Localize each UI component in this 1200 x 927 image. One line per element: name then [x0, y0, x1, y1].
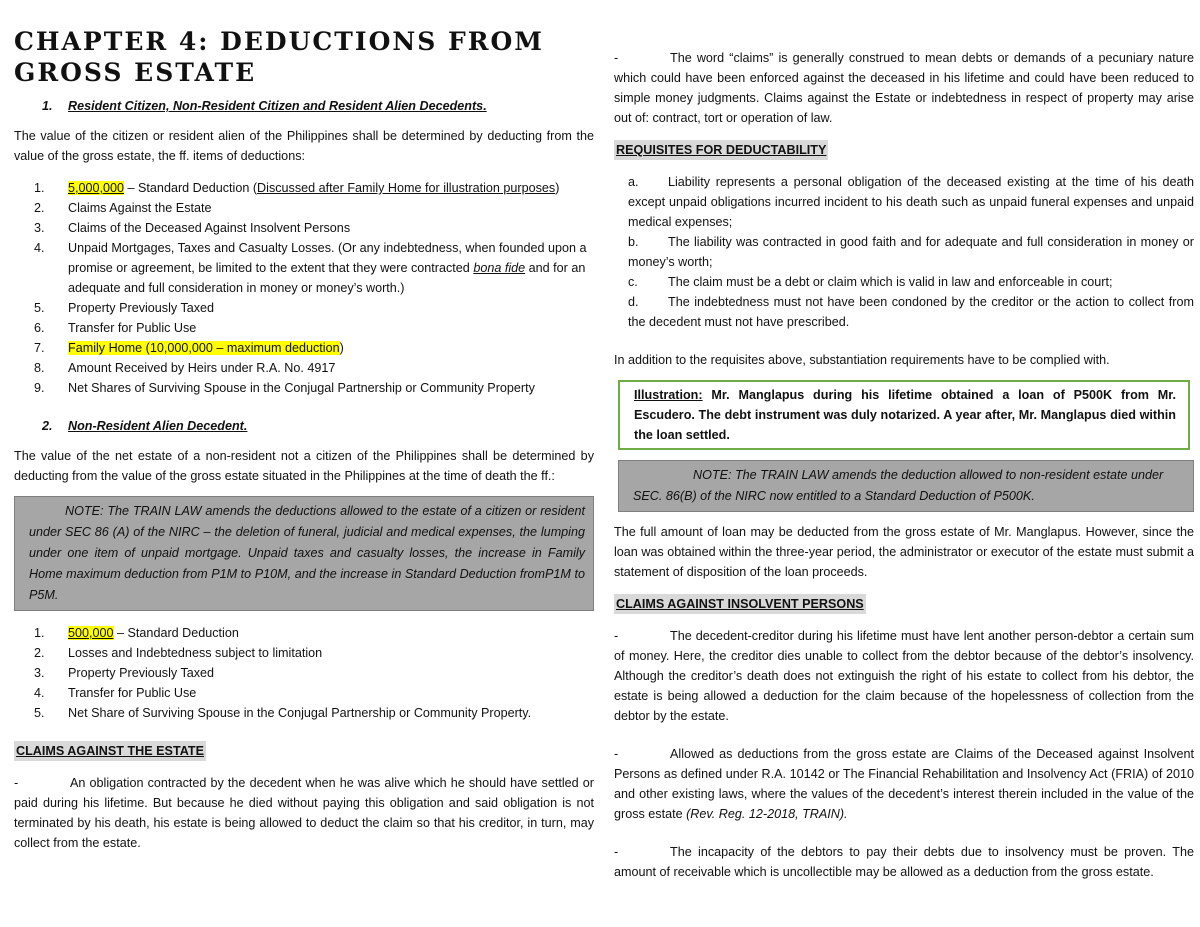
list-item-label: – Standard Deduction	[113, 626, 239, 640]
standard-deduction-amount: 5,000,000	[68, 181, 125, 195]
dash-bullet: -	[614, 629, 619, 643]
full-amount-paragraph: The full amount of loan may be deducted from the gross estate of Mr. Manglapus. However, since the loan was obtained within the three-year period, the administrator or executor of the estate must submit a statement of disposition of the loan proceeds.	[614, 525, 1194, 579]
list-item-number: 8.	[34, 361, 45, 375]
section2-deductions-list	[14, 623, 594, 723]
list-item-text: Property Previously Taxed	[68, 301, 215, 315]
list-item-text	[68, 238, 594, 298]
section2-intro: The value of the net estate of a non-resident not a citizen of the Philippines shall be determined by deducting from the value of the gross estate situated in the Philippines at the time of death the ff.:	[14, 449, 594, 483]
list-item	[628, 272, 1194, 292]
list-item-text: Net Share of Surviving Spouse in the Conjugal Partnership or Community Property.	[68, 706, 532, 720]
train-law-note-box	[14, 496, 594, 611]
section1-deductions-list	[14, 178, 594, 398]
list-item	[14, 218, 594, 238]
section2-number: 2.	[42, 419, 53, 433]
list-item-text: Amount Received by Heirs under R.A. No. 4917	[68, 361, 336, 375]
insolvent-text-3: The incapacity of the debtors to pay their debts due to insolvency must be proven. The amount of receivable which is uncollectible may be allowed as a deduction from the gross estate.	[614, 845, 1194, 879]
section1-number: 1.	[42, 99, 53, 113]
list-item-end: )	[555, 181, 560, 195]
list-item-number: 9.	[34, 381, 45, 395]
claims-paragraph-text: An obligation contracted by the decedent when he was alive which he should have settled or paid during his lifetime. But because he died without paying this obligation and said obligation is not terminated by his death, his estate is being allowed to deduct the claim so that his creditor, in turn, may collect from the estate.	[14, 776, 594, 850]
list-item-text	[68, 178, 594, 198]
dash-bullet: -	[14, 776, 19, 790]
list-item	[14, 358, 594, 378]
list-item-text	[68, 623, 594, 643]
section1-intro: The value of the citizen or resident alien of the Philippines shall be determined by deducting from the value of the gross estate, the ff. items of deductions:	[14, 129, 594, 163]
insolvent-text-1: The decedent-creditor during his lifetime must have lent another person-debtor a certain sum of money. Here, the creditor dies unable to collect from the debtor because of the debtor’s insolvency. Although the creditor’s death does not extinguish the right of his estate to collect from his debtor, the estate is being allowed a deduction for the claim because of the hopelessness of collection from the debtor by the estate.	[614, 629, 1194, 723]
list-item	[14, 238, 594, 298]
list-item-label: Unpaid Mortgages, Taxes and Casualty Losses. (Or any indebtedness, when founded upon a promise or agreement, be limited to the extent that they were contracted	[68, 241, 587, 275]
requisite-text: The indebtedness must not have been condoned by the creditor or the action to collect from the decedent must not have prescribed.	[628, 295, 1194, 329]
list-item	[14, 378, 594, 398]
illustration-label: Illustration:	[634, 388, 703, 402]
section1-heading	[42, 96, 594, 116]
list-item	[14, 178, 594, 198]
list-item-text: Property Previously Taxed	[68, 666, 215, 680]
claims-definition-text: The word “claims” is generally construed to mean debts or demands of a pecuniary nature which could have been enforced against the deceased in his lifetime and could have been reduced to simple money judgments. Claims against the Estate or indebtedness in respect of property may arise out of: contract, tort or operation of law.	[614, 51, 1194, 125]
list-item-number: 4.	[34, 686, 45, 700]
list-item	[14, 663, 594, 683]
list-item	[14, 198, 594, 218]
requisite-letter: d.	[628, 295, 639, 309]
list-item	[14, 338, 594, 358]
section1-heading-text: Resident Citizen, Non-Resident Citizen and Resident Alien Decedents.	[68, 99, 487, 113]
list-item-text: Transfer for Public Use	[68, 321, 197, 335]
list-item	[14, 318, 594, 338]
list-item-number: 2.	[34, 201, 45, 215]
section2-heading	[42, 416, 594, 436]
list-item-number: 4.	[34, 241, 45, 255]
list-item-text: Claims Against the Estate	[68, 201, 212, 215]
list-item-end: )	[339, 341, 344, 355]
dash-bullet: -	[614, 845, 619, 859]
list-item-number: 2.	[34, 646, 45, 660]
requisite-letter: b.	[628, 235, 639, 249]
substantiation-text: In addition to the requisites above, substantiation requirements have to be complied with.	[614, 353, 1110, 367]
train-law-note: NOTE: The TRAIN LAW amends the deductions allowed to the estate of a citizen or resident under SEC 86 (A) of the NIRC – the deletion of funeral, judicial and medical expenses, the lumping under one item of unpaid mortgage. Unpaid taxes and casualty losses, the increase in Family Home maximum deduction from P1M to P10M, and the increase in Standard Deduction fromP1M to P5M.	[29, 504, 585, 602]
list-item-number: 7.	[34, 341, 45, 355]
list-item-number: 1.	[34, 626, 45, 640]
list-item-text	[68, 338, 594, 358]
list-item	[14, 623, 594, 643]
requisite-text: The liability was contracted in good faith and for adequate and full consideration in money or money’s worth;	[628, 235, 1194, 269]
insolvent-paragraph-3	[614, 842, 1194, 882]
dash-bullet: -	[614, 747, 619, 761]
list-item-label: – Standard Deduction (	[124, 181, 258, 195]
insolvent-text-2: Allowed as deductions from the gross estate are Claims of the Deceased against Insolvent Persons as defined under R.A. 10142 or The Financial Rehabilitation and Insolvency Act (FRIA) of 2010 and other existing laws, where the values of the decedent’s interest therein included in the value of the gross estate	[614, 747, 1194, 821]
list-item-number: 6.	[34, 321, 45, 335]
illustration-box	[618, 380, 1190, 450]
claims-definition-paragraph	[614, 48, 1194, 128]
list-item-number: 5.	[34, 706, 45, 720]
insolvent-paragraph-2	[614, 744, 1194, 824]
list-item	[628, 292, 1194, 332]
family-home-highlight: Family Home (10,000,000 – maximum deduction	[68, 341, 340, 355]
list-item-number: 5.	[34, 301, 45, 315]
insolvent-paragraph-1	[614, 626, 1194, 726]
claims-against-estate-heading: CLAIMS AGAINST THE ESTATE	[14, 741, 206, 761]
right-column	[614, 48, 1194, 882]
list-item-text: Net Shares of Surviving Spouse in the Conjugal Partnership or Community Property	[68, 381, 535, 395]
list-item	[628, 172, 1194, 232]
list-item	[14, 643, 594, 663]
illustration-text: Mr. Manglapus during his lifetime obtained a loan of P500K from Mr. Escudero. The debt instrument was duly notarized. A year after, Mr. Manglapus died within the loan settled.	[634, 388, 1176, 442]
list-item-text: Transfer for Public Use	[68, 686, 197, 700]
nra-note-box	[618, 460, 1194, 512]
left-column	[14, 0, 594, 853]
list-item-number: 3.	[34, 221, 45, 235]
nra-note: NOTE: The TRAIN LAW amends the deduction allowed to non-resident estate under SEC. 86(B) of the NIRC now entitled to a Standard Deduction of P500K.	[633, 468, 1164, 503]
list-item-end: and for an adequate and full consideration in money or money’s worth.)	[68, 261, 586, 295]
chapter-title: CHAPTER 4: DEDUCTIONS FROM GROSS ESTATE	[14, 27, 544, 87]
nra-standard-deduction-amount: 500,000	[68, 626, 114, 640]
list-item-number: 1.	[34, 181, 45, 195]
requisite-letter: a.	[628, 175, 639, 189]
list-item	[14, 683, 594, 703]
list-item	[14, 298, 594, 318]
list-item-number: 3.	[34, 666, 45, 680]
section2-heading-text: Non-Resident Alien Decedent.	[68, 419, 248, 433]
bona-fide-term: bona fide	[473, 261, 526, 275]
dash-bullet: -	[614, 51, 619, 65]
rev-reg-citation: (Rev. Reg. 12-2018, TRAIN).	[686, 807, 848, 821]
claims-insolvent-heading: CLAIMS AGAINST INSOLVENT PERSONS	[614, 594, 866, 614]
requisite-text: The claim must be a debt or claim which is valid in law and enforceable in court;	[668, 275, 1113, 289]
list-item-text: Losses and Indebtedness subject to limitation	[68, 646, 323, 660]
illustration-note: Discussed after Family Home for illustration purposes	[257, 181, 556, 195]
requisites-heading: REQUISITES FOR DEDUCTABILITY	[614, 140, 828, 160]
requisites-list	[628, 172, 1194, 332]
claims-against-estate-paragraph	[14, 773, 594, 853]
list-item-text: Claims of the Deceased Against Insolvent Persons	[68, 221, 351, 235]
requisite-text: Liability represents a personal obligation of the deceased existing at the time of his death except unpaid obligations incurred incident to his death such as unpaid funeral expenses and unpaid medical expenses;	[628, 175, 1194, 229]
list-item	[628, 232, 1194, 272]
requisite-letter: c.	[628, 275, 638, 289]
list-item	[14, 703, 594, 723]
